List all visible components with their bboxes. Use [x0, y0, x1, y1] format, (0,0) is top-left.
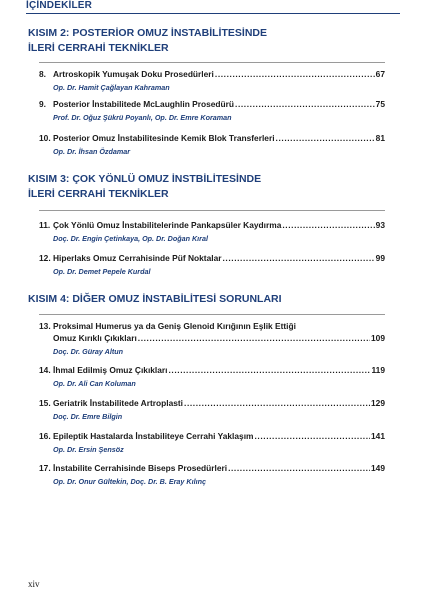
entry-page: 149	[371, 463, 385, 473]
entry-authors: Prof. Dr. Oğuz Şükrü Poyanlı, Op. Dr. Emre Koraman	[53, 113, 232, 122]
entry-authors: Op. Dr. Ali Can Koluman	[53, 379, 136, 388]
part-2-title	[28, 26, 388, 56]
dot-leader	[228, 462, 370, 474]
entry-authors: Doç. Dr. Engin Çetinkaya, Op. Dr. Doğan Kıral	[53, 234, 208, 243]
entry-title: Epileptik Hastalarda İnstabiliteye Cerrahi Yaklaşım	[53, 431, 254, 441]
entry-title: Hiperlaks Omuz Cerrahisinde Püf Noktalar	[53, 253, 222, 263]
entry-title: Çok Yönlü Omuz İnstabilitelerinde Pankapsüler Kaydırma	[53, 220, 282, 230]
toc-entry-17[interactable]	[39, 462, 385, 487]
toc-entry-8[interactable]	[39, 68, 385, 93]
part-3-title-line-2: İLERİ CERRAHİ TEKNİKLER	[28, 188, 169, 200]
entry-authors: Op. Dr. Demet Pepele Kurdal	[53, 267, 151, 276]
toc-entry-13[interactable]	[39, 320, 385, 357]
entry-title: Artroskopik Yumuşak Doku Prosedürleri	[53, 69, 214, 79]
part-4-title-line-1: KISIM 4: DİĞER OMUZ İNSTABİLİTESİ SORUNLARI	[28, 293, 282, 305]
entry-page: 75	[375, 99, 385, 109]
entry-authors: Doç. Dr. Emre Bilgin	[53, 412, 123, 421]
header-divider	[26, 13, 400, 14]
dot-leader	[169, 364, 371, 376]
entry-number: 8.	[39, 69, 46, 79]
toc-entry-15[interactable]	[39, 397, 385, 422]
dot-leader	[276, 132, 375, 144]
part-3-title-line-1: KISIM 3: ÇOK YÖNLÜ OMUZ İNSTBİLİTESİNDE	[28, 173, 262, 185]
entry-authors: Op. Dr. Ersin Şensöz	[53, 445, 124, 454]
entry-number: 10.	[39, 133, 51, 143]
dot-leader	[235, 98, 375, 110]
entry-page: 99	[375, 253, 385, 263]
entry-number: 11.	[39, 220, 51, 230]
entry-number: 13.	[39, 321, 51, 331]
toc-entry-9[interactable]	[39, 98, 385, 123]
entry-number: 16.	[39, 431, 51, 441]
entry-page: 67	[375, 69, 385, 79]
part-2-divider	[39, 62, 385, 63]
toc-entry-11[interactable]	[39, 219, 385, 244]
toc-entry-14[interactable]	[39, 364, 385, 389]
entry-number: 14.	[39, 365, 51, 375]
entry-title: Geriatrik İnstabilitede Artroplasti	[53, 398, 184, 408]
entry-authors: Doç. Dr. Güray Altun	[53, 347, 124, 356]
toc-entry-10[interactable]	[39, 132, 385, 157]
page-number: xiv	[28, 579, 40, 589]
dot-leader	[184, 397, 370, 409]
entry-title: Posterior İnstabilitede McLaughlin Prosedürü	[53, 99, 235, 109]
dot-leader	[254, 430, 370, 442]
entry-title: Omuz Kırıklı Çıkıkları	[53, 333, 137, 343]
dot-leader	[282, 219, 374, 231]
dot-leader	[222, 252, 374, 264]
part-2-title-line-2: İLERİ CERRAHİ TEKNİKLER	[28, 42, 169, 54]
entry-title-first-line: Proksimal Humerus ya da Geniş Glenoid Kırığının Eşlik Ettiği	[53, 321, 296, 331]
entry-page: 93	[375, 220, 385, 230]
entry-number: 15.	[39, 398, 51, 408]
entry-number: 9.	[39, 99, 46, 109]
entry-page: 81	[375, 133, 385, 143]
entry-authors: Op. Dr. Onur Gültekin, Doç. Dr. B. Eray Kılınç	[53, 477, 206, 486]
entry-page: 119	[371, 365, 385, 375]
entry-number: 17.	[39, 463, 51, 473]
toc-header: İÇİNDEKİLER	[26, 0, 93, 11]
entry-title: Posterior Omuz İnstabilitesinde Kemik Blok Transferleri	[53, 133, 275, 143]
entry-number: 12.	[39, 253, 51, 263]
toc-entry-16[interactable]	[39, 430, 385, 455]
entry-authors: Op. Dr. Hamit Çağlayan Kahraman	[53, 83, 170, 92]
entry-page: 129	[371, 398, 385, 408]
dot-leader	[138, 332, 370, 344]
part-4-divider	[39, 314, 385, 315]
part-4-title	[28, 292, 388, 307]
part-3-divider	[39, 210, 385, 211]
entry-title: İnstabilite Cerrahisinde Biseps Prosedürleri	[53, 463, 228, 473]
entry-page: 109	[371, 333, 385, 343]
entry-authors: Op. Dr. İhsan Özdamar	[53, 147, 131, 156]
toc-entry-12[interactable]	[39, 252, 385, 277]
part-2-title-line-1: KISIM 2: POSTERİOR OMUZ İNSTABİLİTESİNDE	[28, 27, 267, 39]
dot-leader	[215, 68, 375, 80]
entry-title: İhmal Edilmiş Omuz Çıkıkları	[53, 365, 168, 375]
entry-page: 141	[371, 431, 385, 441]
part-3-title	[28, 172, 388, 202]
